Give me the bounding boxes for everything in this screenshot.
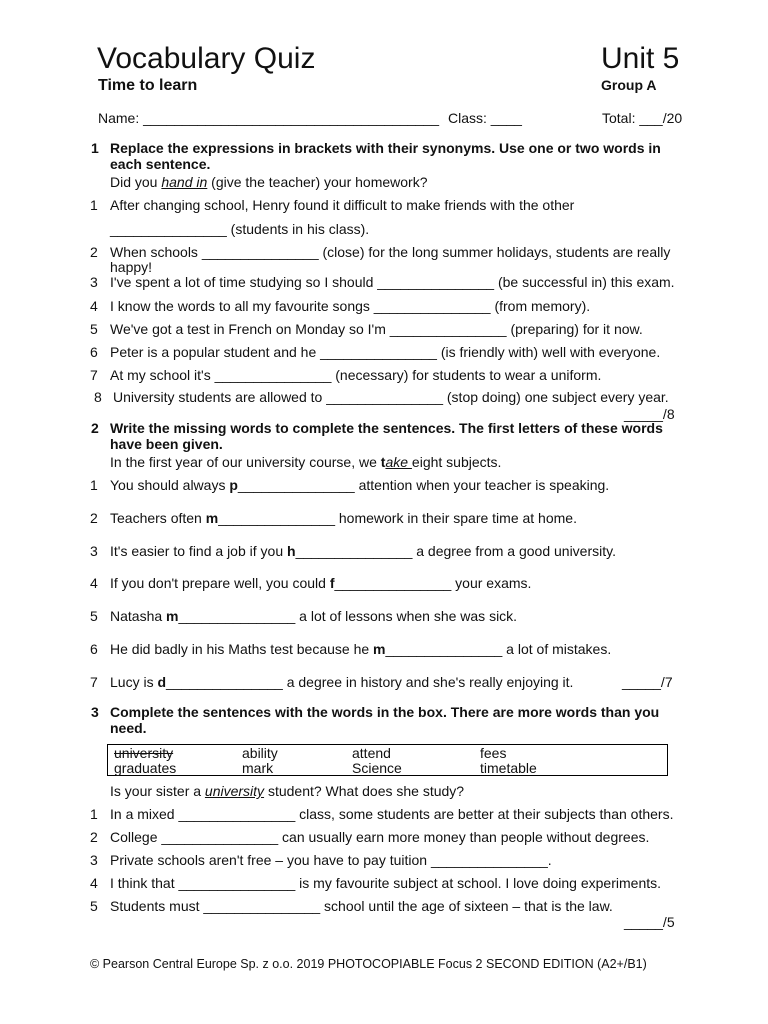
example-text-end: eight subjects. <box>411 454 502 470</box>
s1-item-5-number: 5 <box>90 321 98 337</box>
s1-item-8: University students are allowed to _______________ (stop doing) one subject every year. <box>113 389 669 405</box>
s2-item-7 <box>110 674 573 690</box>
section-3-example <box>110 783 464 799</box>
section-2-instruction-cont: have been given. <box>110 436 223 452</box>
box-word-science: Science <box>352 760 402 776</box>
first-letter: m <box>373 641 386 657</box>
box-word-graduates: graduates <box>114 760 177 776</box>
box-word-mark: mark <box>242 760 274 776</box>
section-2-number: 2 <box>91 420 99 436</box>
s2-item-1-number: 1 <box>90 477 98 493</box>
s1-item-6-number: 6 <box>90 344 98 360</box>
s1-item-4: I know the words to all my favourite songs _______________ (from memory). <box>110 298 591 314</box>
s1-item-1: After changing school, Henry found it difficult to make friends with the other <box>110 197 575 213</box>
s3-item-3: Private schools aren't free – you have to pay tuition _______________. <box>110 852 552 868</box>
s2-item-5 <box>110 608 517 624</box>
item-text-end: _______________ a lot of mistakes. <box>385 641 612 657</box>
s1-item-7-number: 7 <box>90 367 98 383</box>
s2-item-2 <box>110 510 577 526</box>
s1-item-2: When schools _______________ (close) for the long summer holidays, students are really <box>110 244 671 260</box>
example-answer: hand in <box>161 174 208 190</box>
first-letter: f <box>329 575 335 591</box>
item-text-end: _______________ your exams. <box>334 575 532 591</box>
s1-item-3-number: 3 <box>90 274 98 290</box>
item-text: Natasha <box>110 608 167 624</box>
box-word-ability: ability <box>242 745 278 761</box>
first-letter: p <box>229 477 238 493</box>
footer-copyright: © Pearson Central Europe Sp. z o.o. 2019 PHOTOCOPIABLE Focus 2 SECOND EDITION (A2+/B1) <box>90 957 647 971</box>
first-letter: m <box>205 510 219 526</box>
first-letter: m <box>166 608 179 624</box>
s2-item-5-number: 5 <box>90 608 98 624</box>
quiz-title: Vocabulary Quiz <box>97 42 316 75</box>
example-answer: university <box>204 783 265 799</box>
s3-item-5-number: 5 <box>90 898 98 914</box>
section-2-instruction: Write the missing words to complete the sentences. The first letters of these words <box>110 420 663 436</box>
section-1-instruction: Replace the expressions in brackets with their synonyms. Use one or two words in <box>110 140 661 156</box>
s3-item-2: College _______________ can usually earn more money than people without degrees. <box>110 829 650 845</box>
s1-item-1-cont: _______________ (students in his class). <box>110 221 370 237</box>
box-word-fees: fees <box>480 745 507 761</box>
s3-item-4-number: 4 <box>90 875 98 891</box>
s1-item-8-number: 8 <box>94 389 102 405</box>
item-text-end: _______________ attention when your teacher is speaking. <box>237 477 610 493</box>
name-field: Name: ______________________________________ <box>98 110 439 126</box>
item-text-end: _______________ homework in their spare time at home. <box>218 510 577 526</box>
item-text: If you don't prepare well, you could <box>110 575 330 591</box>
s3-item-5: Students must _______________ school until the age of sixteen – that is the law. <box>110 898 613 914</box>
s2-item-3 <box>110 543 616 559</box>
section-3-instruction-cont: need. <box>110 720 147 736</box>
item-text-end: _______________ a degree from a good university. <box>295 543 616 559</box>
item-text: Lucy is <box>110 674 158 690</box>
s3-item-2-number: 2 <box>90 829 98 845</box>
box-word-attend: attend <box>352 745 391 761</box>
s3-item-3-number: 3 <box>90 852 98 868</box>
section-3-score: _____/5 <box>624 914 675 930</box>
example-text: Is your sister a <box>110 783 205 799</box>
item-text: He did badly in his Maths test because he <box>110 641 374 657</box>
word-box <box>107 744 668 776</box>
s2-item-3-number: 3 <box>90 543 98 559</box>
unit-label: Unit 5 <box>601 42 680 75</box>
group-label: Group A <box>601 77 657 93</box>
section-3-instruction: Complete the sentences with the words in the box. There are more words than you <box>110 704 660 720</box>
example-text: Did you <box>110 174 162 190</box>
s2-item-6-number: 6 <box>90 641 98 657</box>
example-text: In the first year of our university course, we <box>110 454 381 470</box>
item-text: Teachers often <box>110 510 206 526</box>
quiz-subtitle: Time to learn <box>98 77 198 94</box>
box-word-university: university <box>114 745 174 761</box>
item-text-end: _______________ a lot of lessons when she was sick. <box>178 608 518 624</box>
s3-item-4: I think that _______________ is my favourite subject at school. I love doing experiments. <box>110 875 662 891</box>
section-1-number: 1 <box>91 140 99 156</box>
s1-item-6: Peter is a popular student and he _______________ (is friendly with) well with everyone. <box>110 344 661 360</box>
s1-item-7: At my school it's _______________ (necessary) for students to wear a uniform. <box>110 367 602 383</box>
s1-item-5: We've got a test in French on Monday so I'm _______________ (preparing) for it now. <box>110 321 643 337</box>
section-1-example <box>110 174 428 190</box>
section-1-score: _____/8 <box>624 406 675 422</box>
item-text: It's easier to find a job if you <box>110 543 287 559</box>
s1-item-4-number: 4 <box>90 298 98 314</box>
s1-item-2-cont: happy! <box>110 259 153 275</box>
section-1-instruction-cont: each sentence. <box>110 156 211 172</box>
s1-item-3: I've spent a lot of time studying so I should _______________ (be successful in) this exam. <box>110 274 675 290</box>
box-word-timetable: timetable <box>480 760 537 776</box>
s2-item-6 <box>110 641 611 657</box>
section-2-score: _____/7 <box>622 674 673 690</box>
s2-item-4 <box>110 575 531 591</box>
example-letter: t <box>380 454 386 470</box>
s2-item-1 <box>110 477 609 493</box>
item-text: You should always <box>110 477 230 493</box>
class-field: Class: ____ <box>448 110 522 126</box>
example-answer: ake <box>385 454 412 470</box>
s2-item-4-number: 4 <box>90 575 98 591</box>
s1-item-2-number: 2 <box>90 244 98 260</box>
example-text-end: (give the teacher) your homework? <box>207 174 428 190</box>
first-letter: h <box>287 543 296 559</box>
section-3-number: 3 <box>91 704 99 720</box>
item-text-end: _______________ a degree in history and she's really enjoying it. <box>166 674 574 690</box>
s2-item-7-number: 7 <box>90 674 98 690</box>
example-text-end: student? What does she study? <box>264 783 465 799</box>
first-letter: d <box>157 674 167 690</box>
total-score: Total: ___/20 <box>602 110 683 126</box>
s3-item-1-number: 1 <box>90 806 98 822</box>
s1-item-1-number: 1 <box>90 197 98 213</box>
s3-item-1: In a mixed _______________ class, some students are better at their subjects than others. <box>110 806 674 822</box>
s2-item-2-number: 2 <box>90 510 98 526</box>
section-2-example <box>110 454 501 470</box>
